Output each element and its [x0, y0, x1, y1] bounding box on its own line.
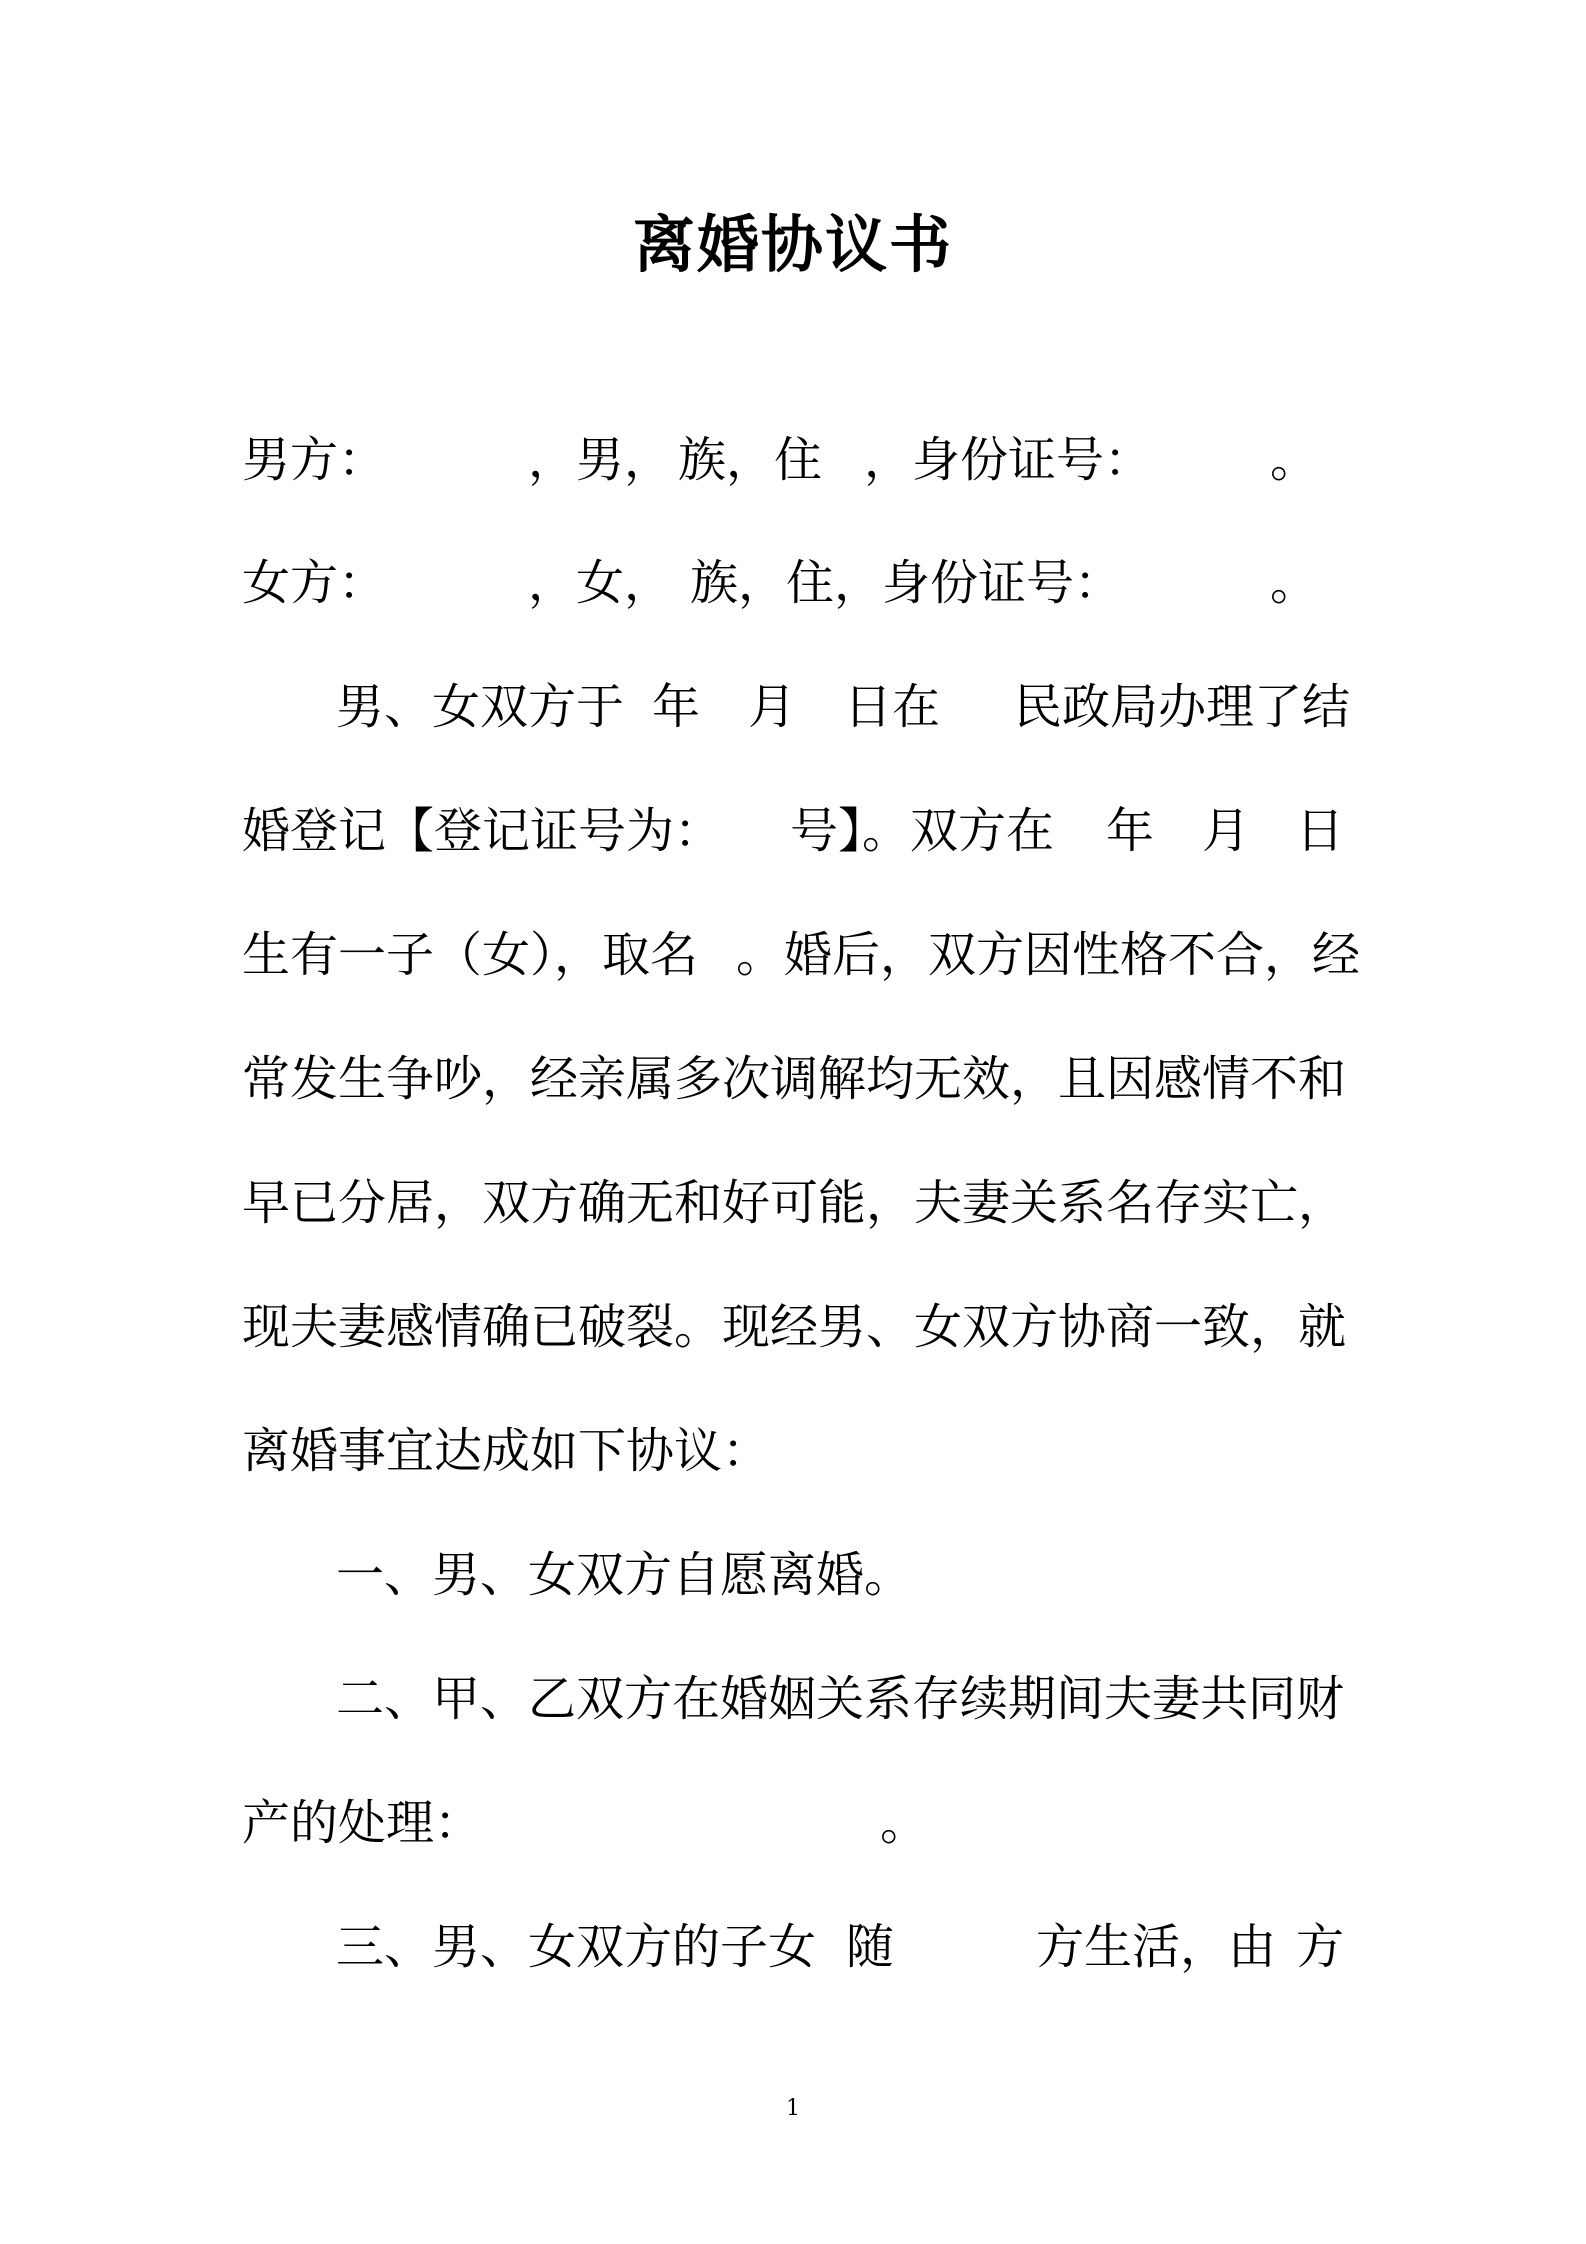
- document-title: 离婚协议书: [632, 208, 953, 281]
- text-segment: 。: [880, 1795, 929, 1851]
- text-segment: 。: [1270, 432, 1319, 488]
- text-segment: 月: [748, 679, 797, 735]
- text-segment: 族，住，身份证号：: [690, 555, 1123, 611]
- text-segment: 月: [1202, 803, 1251, 859]
- text-segment: 方生活，由: [1036, 1919, 1277, 1975]
- text-segment: 日在: [844, 679, 941, 735]
- text-segment: 民政局办理了结: [1014, 679, 1351, 735]
- text-segment: ，男，: [528, 432, 673, 488]
- text-segment: 女方：: [242, 555, 387, 611]
- text-segment: 男方：: [242, 432, 387, 488]
- text-segment: 现夫妻感情确已破裂。现经男、女双方协商一致，就: [242, 1299, 1347, 1355]
- page-number: 1: [786, 2096, 800, 2121]
- text-segment: 婚登记【登记证号为：: [242, 803, 723, 859]
- text-segment: 方: [1296, 1919, 1345, 1975]
- text-segment: 随: [846, 1919, 895, 1975]
- text-segment: 二、甲、乙双方在婚姻关系存续期间夫妻共同财: [336, 1671, 1345, 1727]
- text-segment: 年: [652, 679, 701, 735]
- text-segment: 离婚事宜达成如下协议：: [242, 1423, 771, 1479]
- text-segment: 族，住: [678, 432, 823, 488]
- text-segment: 。婚后，双方因性格不合，经: [736, 927, 1361, 983]
- text-segment: 三、男、女双方的子女: [336, 1919, 817, 1975]
- text-segment: 产的处理：: [242, 1795, 483, 1851]
- text-segment: 。: [1270, 555, 1319, 611]
- text-segment: 常发生争吵，经亲属多次调解均无效，且因感情不和: [242, 1051, 1347, 1107]
- text-segment: 男、女双方于: [336, 679, 625, 735]
- text-segment: ，身份证号：: [864, 432, 1153, 488]
- text-segment: 号】。双方在: [790, 803, 1055, 859]
- text-segment: 生有一子（女），取名: [242, 927, 699, 983]
- text-segment: ，女，: [528, 555, 673, 611]
- text-segment: 早已分居，双方确无和好可能，夫妻关系名存实亡，: [242, 1175, 1347, 1231]
- text-segment: 日: [1296, 803, 1345, 859]
- text-segment: 一、男、女双方自愿离婚。: [336, 1547, 913, 1603]
- text-segment: 年: [1106, 803, 1155, 859]
